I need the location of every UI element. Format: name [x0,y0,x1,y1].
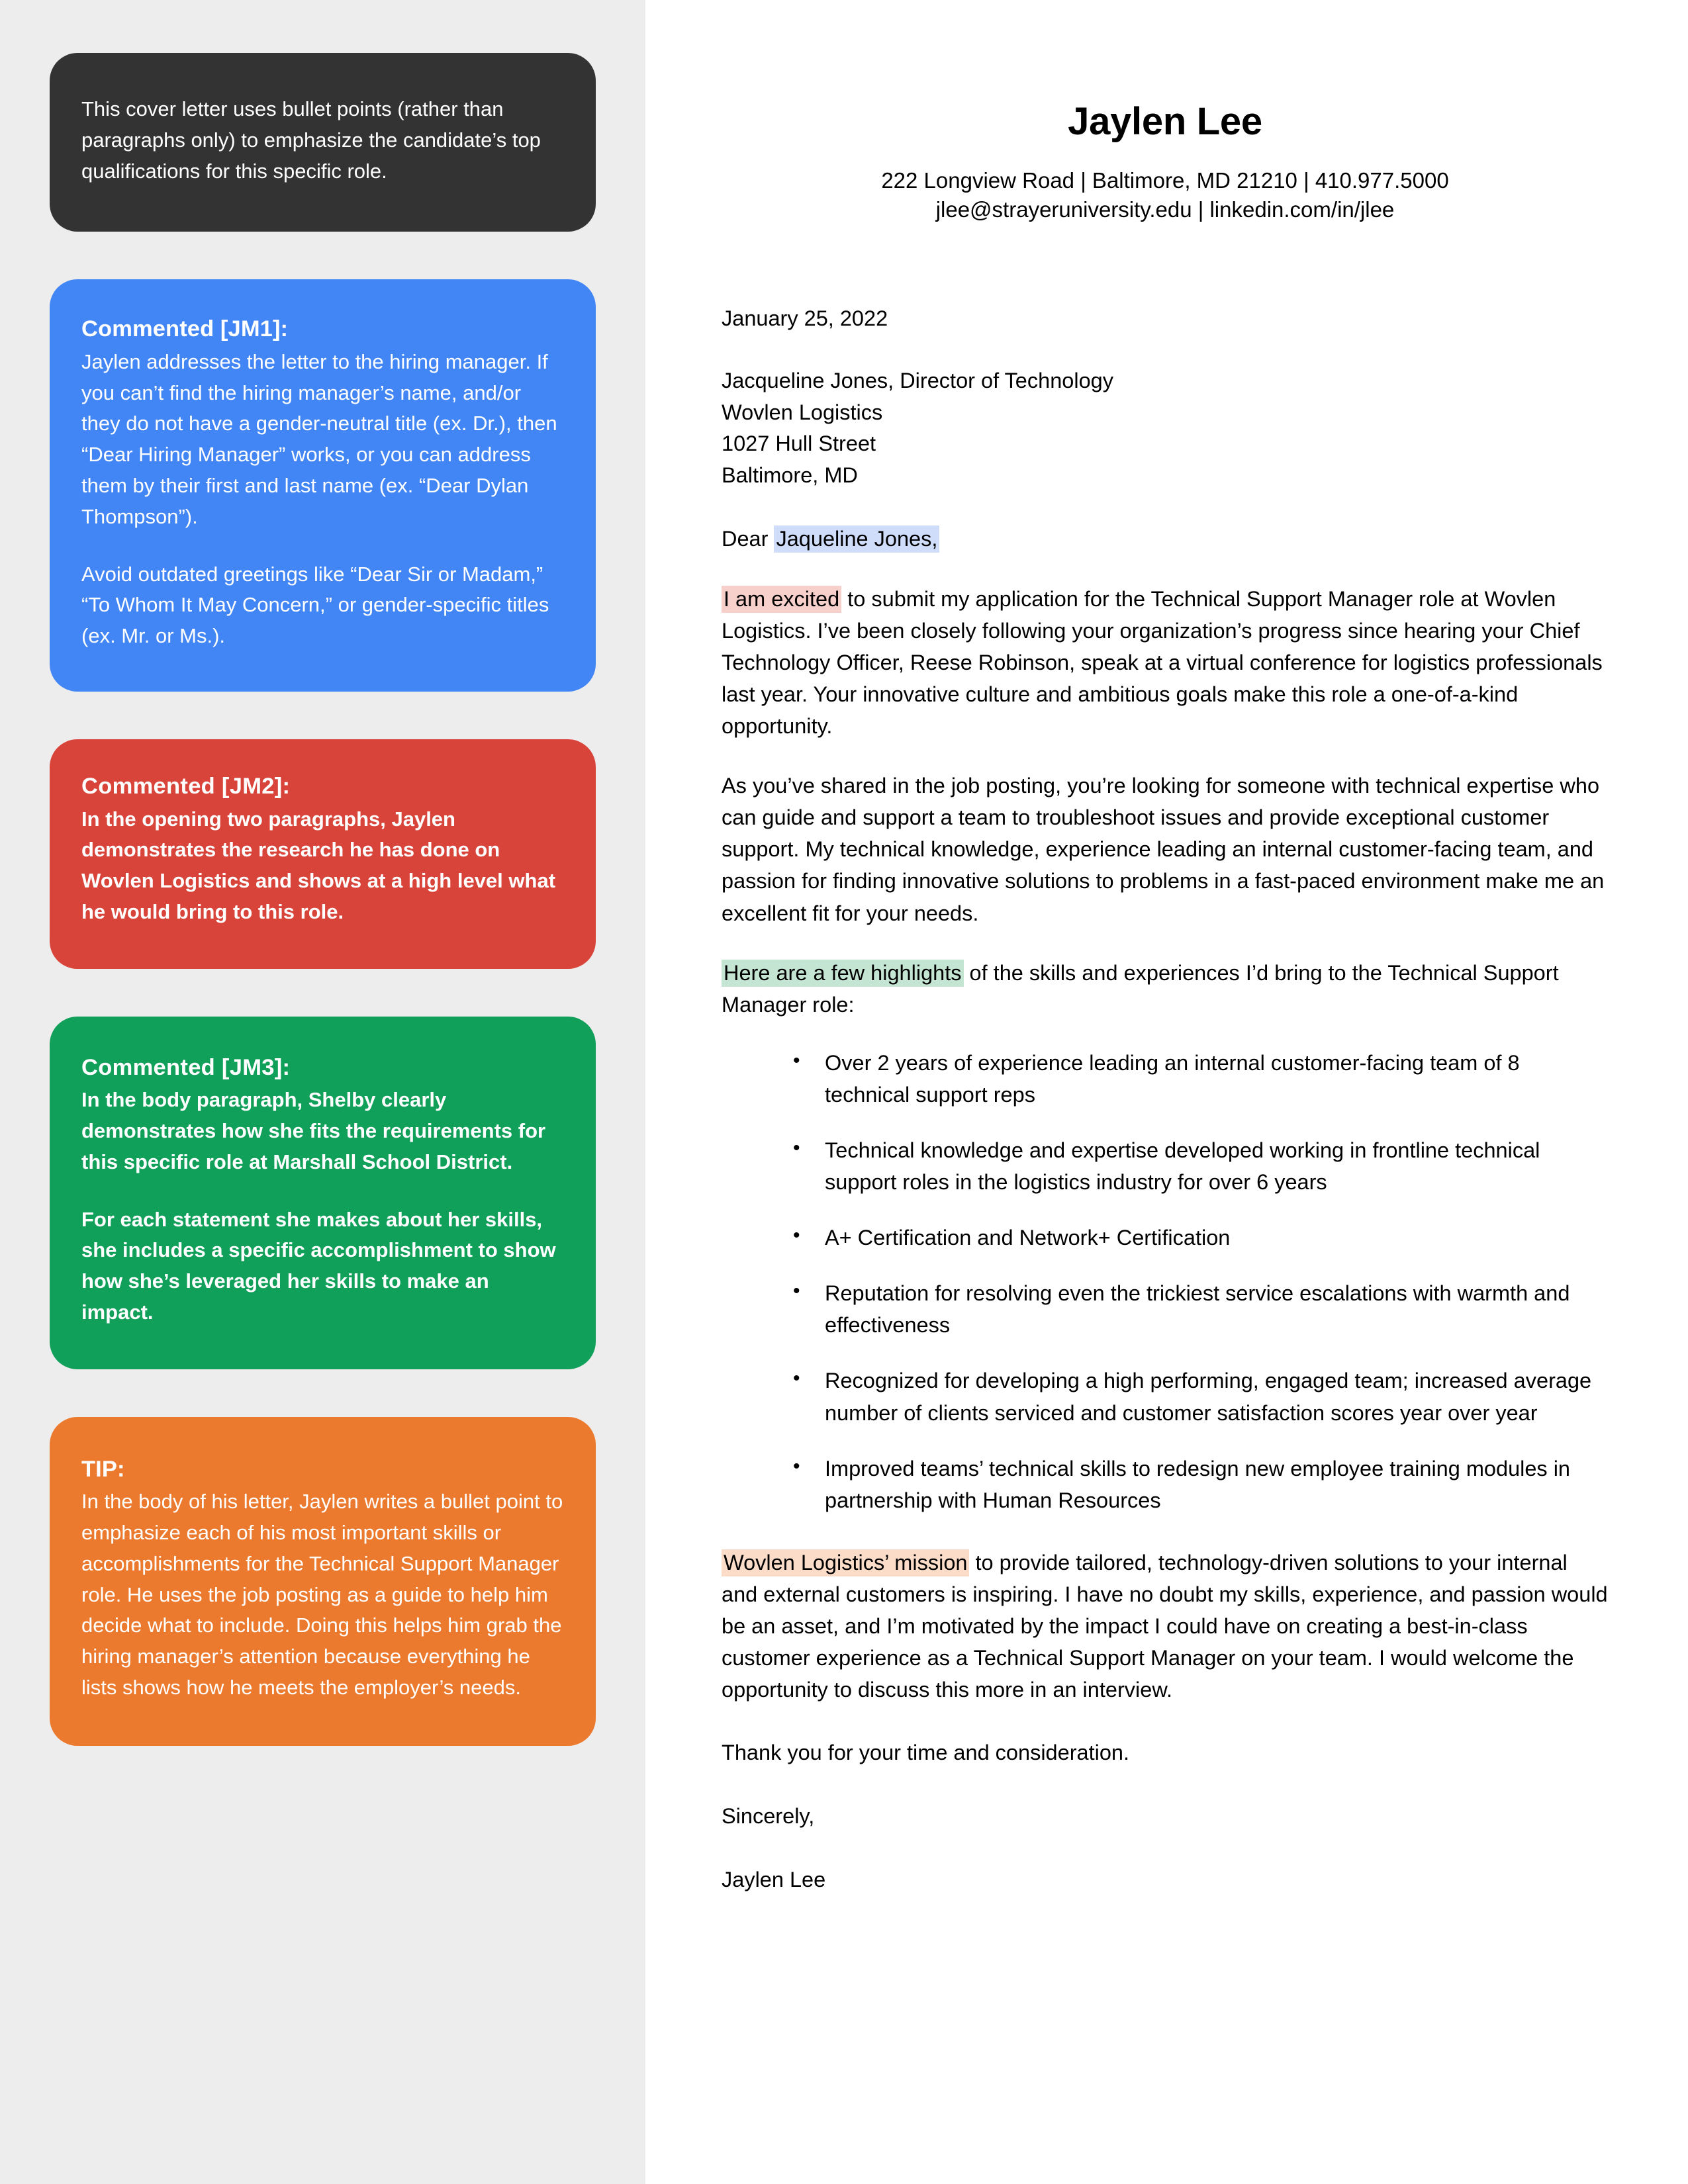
paragraph-four-highlight: Wovlen Logistics’ mission [722,1549,969,1576]
annotation-card-intro [50,53,596,232]
paragraph-three [722,957,1609,1021]
list-item: • Technical knowledge and expertise developed working in frontline technical support roles in the logistics industry for over 6 years [793,1134,1609,1198]
tip-paragraph-1: In the body of his letter, Jaylen writes a bullet point to emphasize each of his most important skills or accomplishments for the Technical Support Manager role. He uses the job posting as a guide to help him decide what to include. Doing this helps him grab the hiring manager’s attention because everything he lists shows how he meets the employer’s needs. [81,1490,563,1699]
paragraph-one [722,583,1609,742]
annotation-card-jm2 [50,739,596,969]
recipient-address-block [722,365,1609,492]
paragraph-one-text: to submit my application for the Technical Support Manager role at Wovlen Logistics. I’ve been closely following your organization’s progress since hearing your Chief Technology Officer, Reese Robinson, speak at a virtual conference for logistics professionals last year. Your innovative culture and ambitious goals make this role a one-of-a-kind opportunity. [722,586,1603,739]
list-item: • Over 2 years of experience leading an internal customer-facing team of 8 technical support reps [793,1047,1609,1111]
annotation-card-jm1 [50,279,596,692]
contact-line-address: 222 Longview Road | Baltimore, MD 21210 | 410.977.5000 [881,168,1449,193]
recipient-street: 1027 Hull Street [722,432,876,456]
salutation-line [722,523,1609,555]
annotation-card-tip [50,1417,596,1746]
list-item: • Reputation for resolving even the trickiest service escalations with warmth and effectiveness [793,1277,1609,1341]
signoff-line: Sincerely, [722,1804,815,1829]
tip-title: TIP: [81,1456,125,1482]
comment-jm3-paragraph-2: For each statement she makes about her skills, she includes a specific accomplishment to show how she’s leveraged her skills to make an impact. [81,1207,556,1324]
candidate-name: Jaylen Lee [1068,100,1262,143]
list-item: • Improved teams’ technical skills to redesign new employee training modules in partnership with Human Resources [793,1453,1609,1516]
recipient-company: Wovlen Logistics [722,400,883,424]
paragraph-one-highlight: I am excited [722,586,841,613]
comment-jm3-paragraph-1: In the body paragraph, Shelby clearly demonstrates how she fits the requirements for this specific role at Marshall School District. [81,1088,546,1173]
recipient-name-title: Jacqueline Jones, Director of Technology [722,368,1113,392]
comment-jm2-paragraph-1: In the opening two paragraphs, Jaylen demonstrates the research he has done on Wovlen Logistics and shows at a high level what he would bring to this role. [81,807,556,923]
paragraph-three-text: of the skills and experiences I’d bring to the Technical Support Manager role: [722,960,1559,1017]
paragraph-four [722,1547,1609,1706]
comment-jm3-title: Commented [JM3]: [81,1054,291,1080]
paragraph-two: As you’ve shared in the job posting, you’re looking for someone with technical expertise who can guide and support a team to troubleshoot issues and provide exceptional customer support. My technical knowledge, experience leading an internal customer-facing team, and passion for finding innovative solutions to problems in a fast-paced environment make me an excellent fit for your needs. [722,774,1605,925]
letter-date: January 25, 2022 [722,306,888,331]
cover-letter-body [645,0,1688,2184]
paragraph-four-text: to provide tailored, technology-driven solutions to your internal and external customers is inspiring. I have no doubt my skills, experience, and passion would be an asset, and I’m motivated by the impact I could have on creating a best-in-class customer experience as a Technical Support Manager on your team. I would welcome the opportunity to discuss this more in an interview. [722,1550,1608,1702]
salutation-highlight: Jaqueline Jones, [774,525,939,553]
annotation-sidebar [0,0,645,2184]
contact-block [722,166,1609,224]
signature-line: Jaylen Lee [722,1867,826,1891]
recipient-city-state: Baltimore, MD [722,463,858,488]
intro-note-text: This cover letter uses bullet points (rather than paragraphs only) to emphasize the candidate’s top qualifications for this specific role. [81,97,541,183]
list-item: • A+ Certification and Network+ Certification [793,1222,1609,1253]
contact-line-email: jlee@strayeruniversity.edu | linkedin.com/in/jlee [935,197,1395,222]
comment-jm1-paragraph-1: Jaylen addresses the letter to the hiring manager. If you can’t find the hiring manager’s name, and/or they do not have a gender-neutral title (ex. Dr.), then “Dear Hiring Manager” works, or you can address them by their first and last name (ex. “Dear Dylan Thompson”). [81,349,557,528]
salutation-prefix: Dear [722,526,774,551]
qualifications-list [722,1047,1609,1516]
comment-jm2-title: Commented [JM2]: [81,774,291,799]
thank-you-line: Thank you for your time and consideration. [722,1741,1130,1765]
list-item: • Recognized for developing a high performing, engaged team; increased average number of clients serviced and customer satisfaction scores year over year [793,1365,1609,1428]
paragraph-three-highlight: Here are a few highlights [722,960,964,987]
comment-jm1-paragraph-2: Avoid outdated greetings like “Dear Sir or Madam,” “To Whom It May Concern,” or gender-specific titles (ex. Mr. or Ms.). [81,562,549,648]
comment-jm1-title: Commented [JM1]: [81,316,289,342]
annotation-card-jm3 [50,1017,596,1369]
